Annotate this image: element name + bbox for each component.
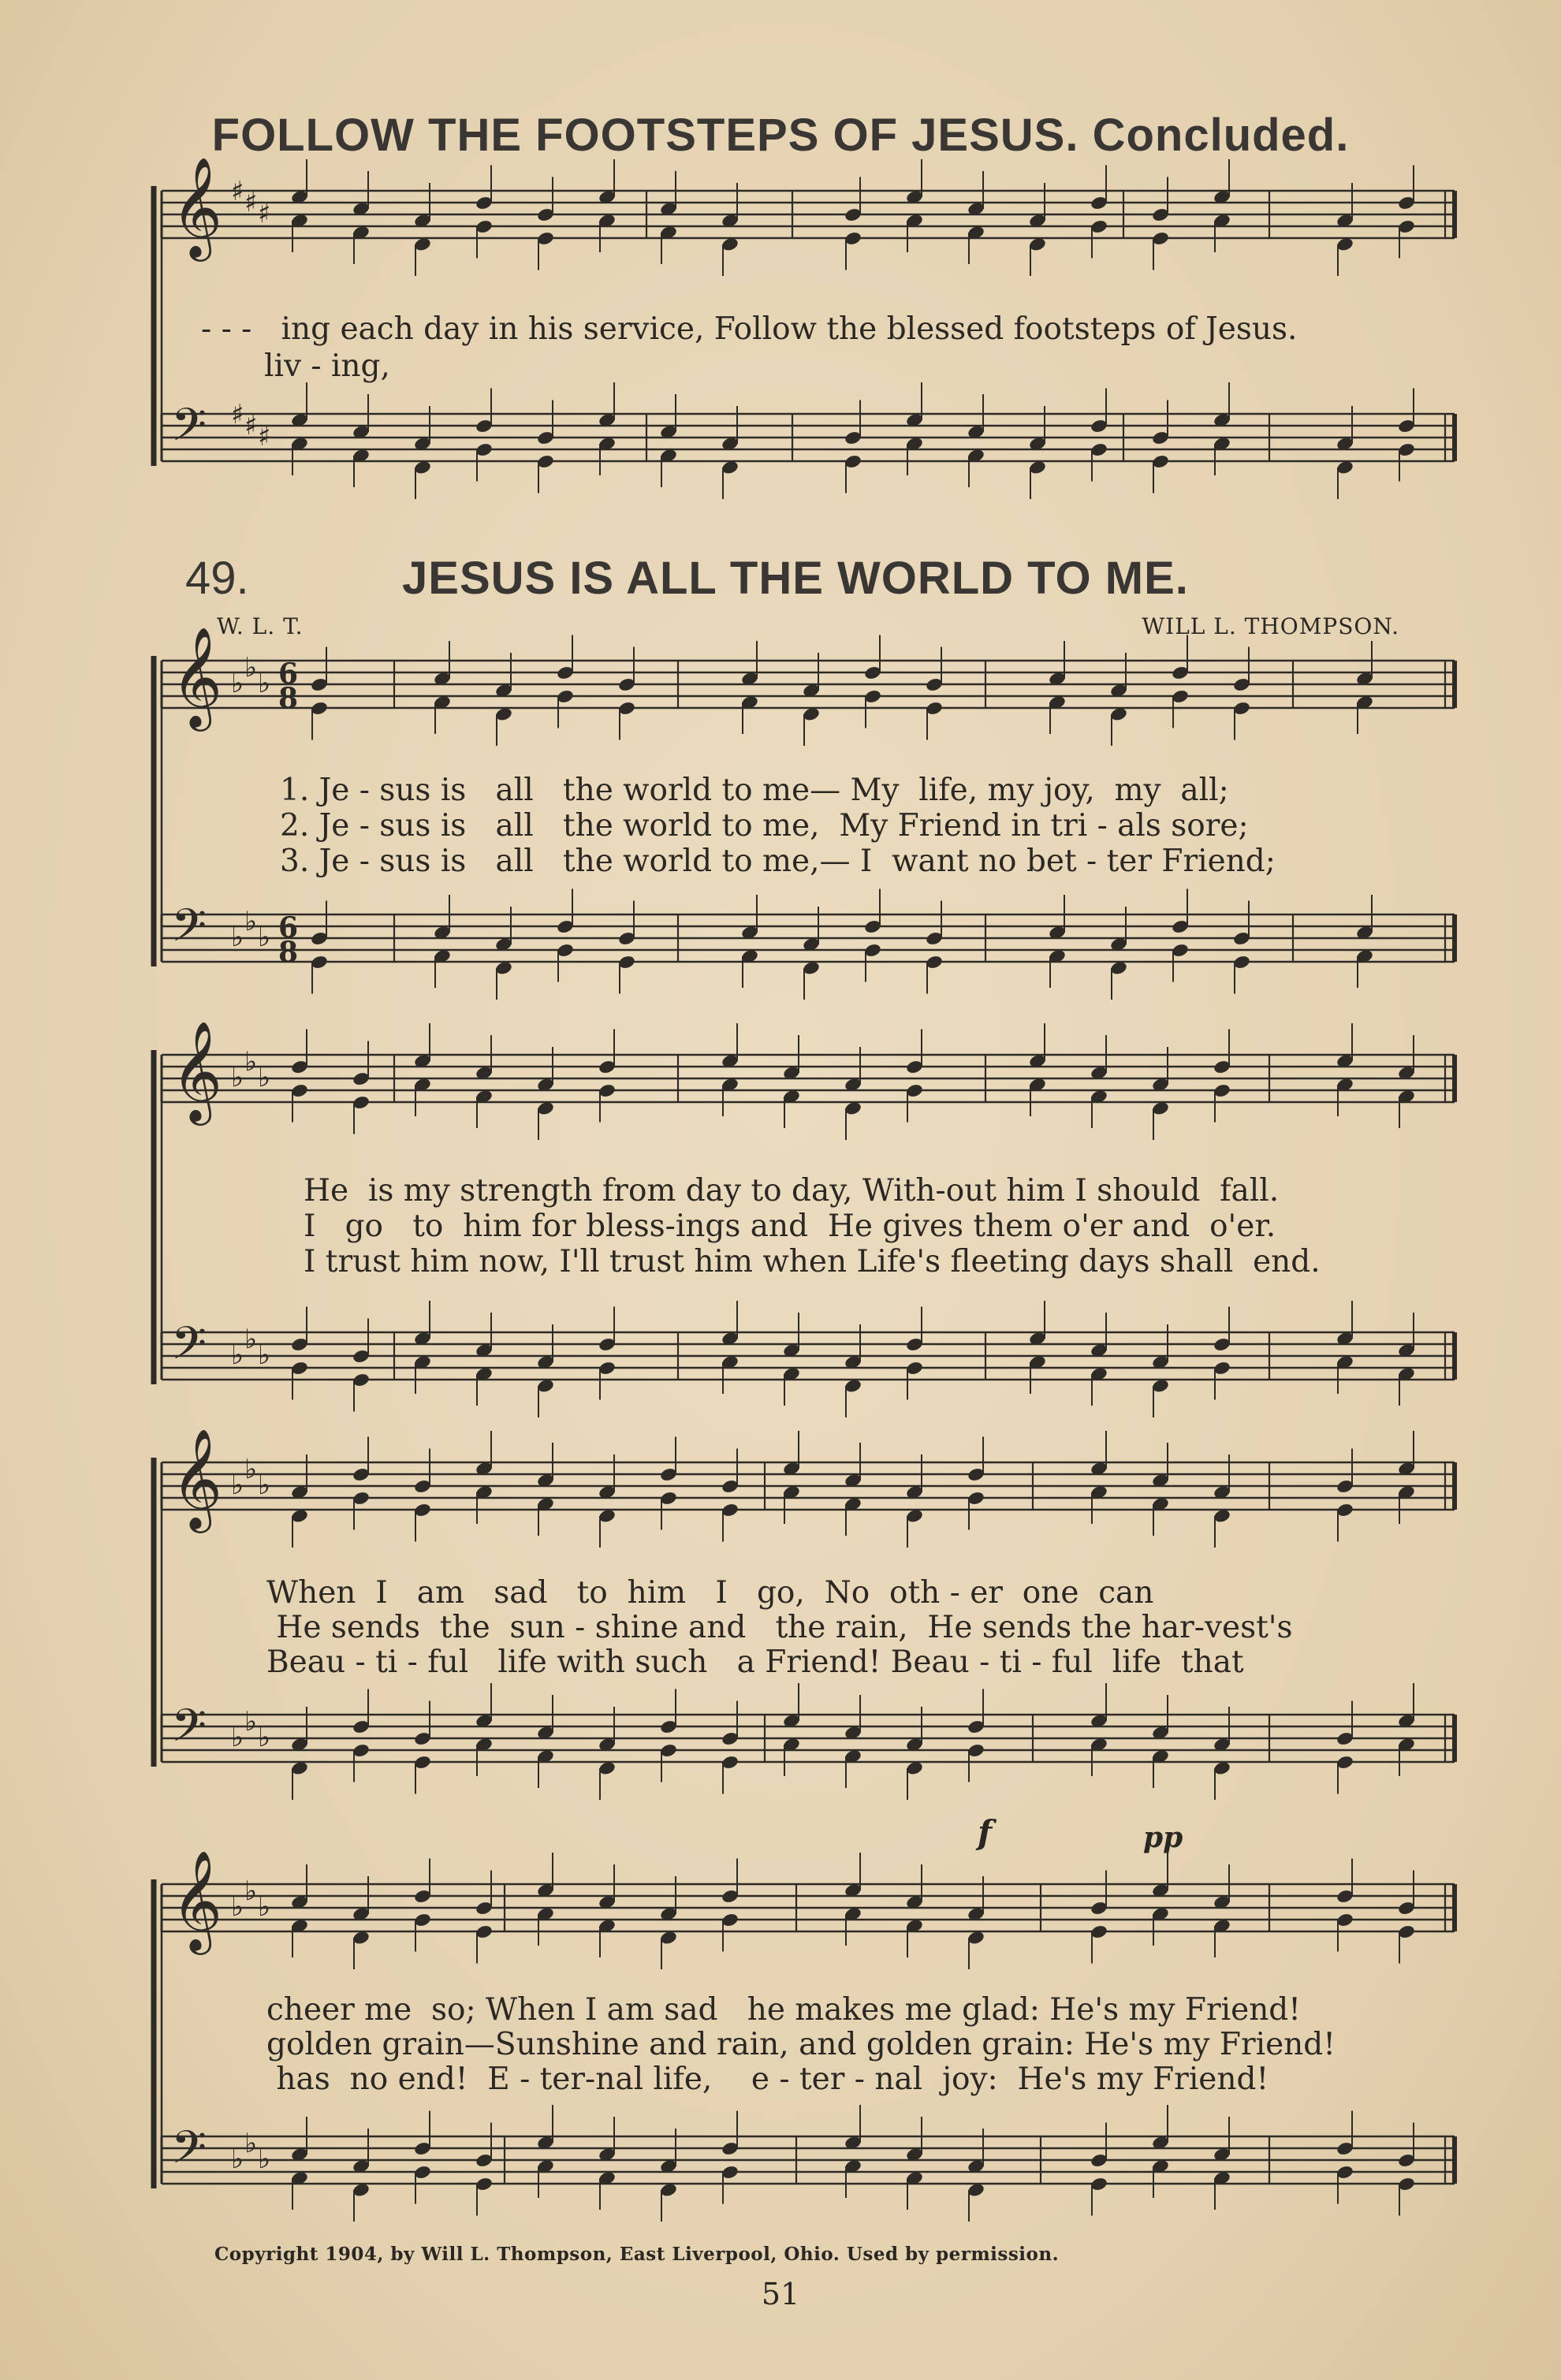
flat-icon: ♭ bbox=[231, 668, 244, 699]
flat-icon: ♭ bbox=[258, 1891, 271, 1923]
hymn-number: 49. bbox=[185, 553, 249, 604]
flat-icon: ♭ bbox=[244, 1454, 258, 1485]
flat-icon: ♭ bbox=[258, 1062, 271, 1093]
dynamic-pianissimo: pp bbox=[1143, 1821, 1183, 1854]
lyric-line: liv - ing, bbox=[264, 348, 390, 384]
flat-icon: ♭ bbox=[258, 922, 271, 953]
verse-2-line: 2. Je - sus is all the world to me, My Friend in tri - als sore; bbox=[280, 808, 1249, 844]
flat-icon: ♭ bbox=[244, 1046, 258, 1078]
sharp-icon: ♯ bbox=[258, 198, 271, 229]
flat-icon: ♭ bbox=[231, 2143, 244, 2175]
sharp-icon: ♯ bbox=[244, 187, 258, 218]
sharp-icon: ♯ bbox=[258, 421, 271, 453]
verse-2-line: I go to him for bless-ings and He gives them o'er and o'er. bbox=[304, 1209, 1276, 1244]
flat-icon: ♭ bbox=[231, 1722, 244, 1753]
verse-1-line: He is my strength from day to day, With-out him I should fall. bbox=[304, 1173, 1280, 1209]
copyright-notice: Copyright 1904, by Will L. Thompson, East Liverpool, Ohio. Used by permission. bbox=[214, 2244, 1060, 2265]
treble-clef-icon: 𝄞 bbox=[171, 1849, 223, 1950]
flat-icon: ♭ bbox=[244, 1324, 258, 1355]
verse-1-line: When I am sad to him I go, No oth - er one can bbox=[266, 1575, 1154, 1611]
treble-clef-icon: 𝄞 bbox=[171, 626, 223, 727]
flat-icon: ♭ bbox=[258, 1469, 271, 1501]
flat-icon: ♭ bbox=[231, 1891, 244, 1923]
sharp-icon: ♯ bbox=[244, 410, 258, 441]
flat-icon: ♭ bbox=[244, 1875, 258, 1907]
flat-icon: ♭ bbox=[231, 1469, 244, 1501]
flat-icon: ♭ bbox=[258, 1722, 271, 1753]
flat-icon: ♭ bbox=[231, 1339, 244, 1371]
treble-clef-icon: 𝄞 bbox=[171, 1020, 223, 1121]
time-signature-bottom: 8 bbox=[278, 682, 299, 715]
verse-2-line: He sends the sun - shine and the rain, He sends the har-vest's bbox=[266, 1610, 1293, 1645]
flat-icon: ♭ bbox=[258, 668, 271, 699]
page-number: 51 bbox=[761, 2277, 800, 2311]
music-credit: WILL L. THOMPSON. bbox=[1142, 613, 1399, 639]
verse-1-line: cheer me so; When I am sad he makes me glad: He's my Friend! bbox=[266, 1992, 1301, 2028]
dynamic-forte: f bbox=[978, 1813, 993, 1852]
flat-icon: ♭ bbox=[244, 906, 258, 937]
bass-clef-icon: 𝄢 bbox=[171, 2121, 207, 2185]
flat-icon: ♭ bbox=[258, 1339, 271, 1371]
treble-clef-icon: 𝄞 bbox=[171, 156, 223, 257]
flat-icon: ♭ bbox=[244, 2128, 258, 2159]
bass-clef-icon: 𝄢 bbox=[171, 899, 207, 963]
hymn-title-continued: FOLLOW THE FOOTSTEPS OF JESUS. Concluded. bbox=[211, 110, 1350, 161]
verse-3-line: I trust him now, I'll trust him when Life's fleeting days shall end. bbox=[304, 1244, 1321, 1279]
verse-1-line: 1. Je - sus is all the world to me— My life, my joy, my all; bbox=[280, 773, 1229, 808]
bass-clef-icon: 𝄢 bbox=[171, 1699, 207, 1764]
time-signature-bottom: 8 bbox=[278, 936, 299, 969]
verse-3-line: 3. Je - sus is all the world to me,— I want no bet - ter Friend; bbox=[280, 844, 1276, 879]
verse-3-line: Beau - ti - ful life with such a Friend! Beau - ti - ful life that bbox=[266, 1644, 1244, 1680]
sharp-icon: ♯ bbox=[231, 399, 244, 430]
flat-icon: ♭ bbox=[244, 1706, 258, 1738]
treble-clef-icon: 𝄞 bbox=[171, 1428, 223, 1529]
time-signature-top: 6 bbox=[278, 911, 299, 944]
flat-icon: ♭ bbox=[244, 652, 258, 683]
bass-clef-icon: 𝄢 bbox=[171, 398, 207, 463]
words-credit: W. L. T. bbox=[217, 613, 304, 639]
lyric-line: - - - ing each day in his service, Follow the blessed footsteps of Jesus. bbox=[201, 311, 1298, 347]
bass-clef-icon: 𝄢 bbox=[171, 1317, 207, 1381]
sharp-icon: ♯ bbox=[231, 176, 244, 207]
verse-3-line: has no end! E - ter-nal life, e - ter - nal joy: He's my Friend! bbox=[266, 2062, 1269, 2097]
flat-icon: ♭ bbox=[231, 1062, 244, 1093]
flat-icon: ♭ bbox=[258, 2143, 271, 2175]
hymn-title: JESUS IS ALL THE WORLD TO ME. bbox=[402, 553, 1189, 604]
time-signature-top: 6 bbox=[278, 657, 299, 691]
verse-2-line: golden grain—Sunshine and rain, and golden grain: He's my Friend! bbox=[266, 2027, 1336, 2062]
flat-icon: ♭ bbox=[231, 922, 244, 953]
